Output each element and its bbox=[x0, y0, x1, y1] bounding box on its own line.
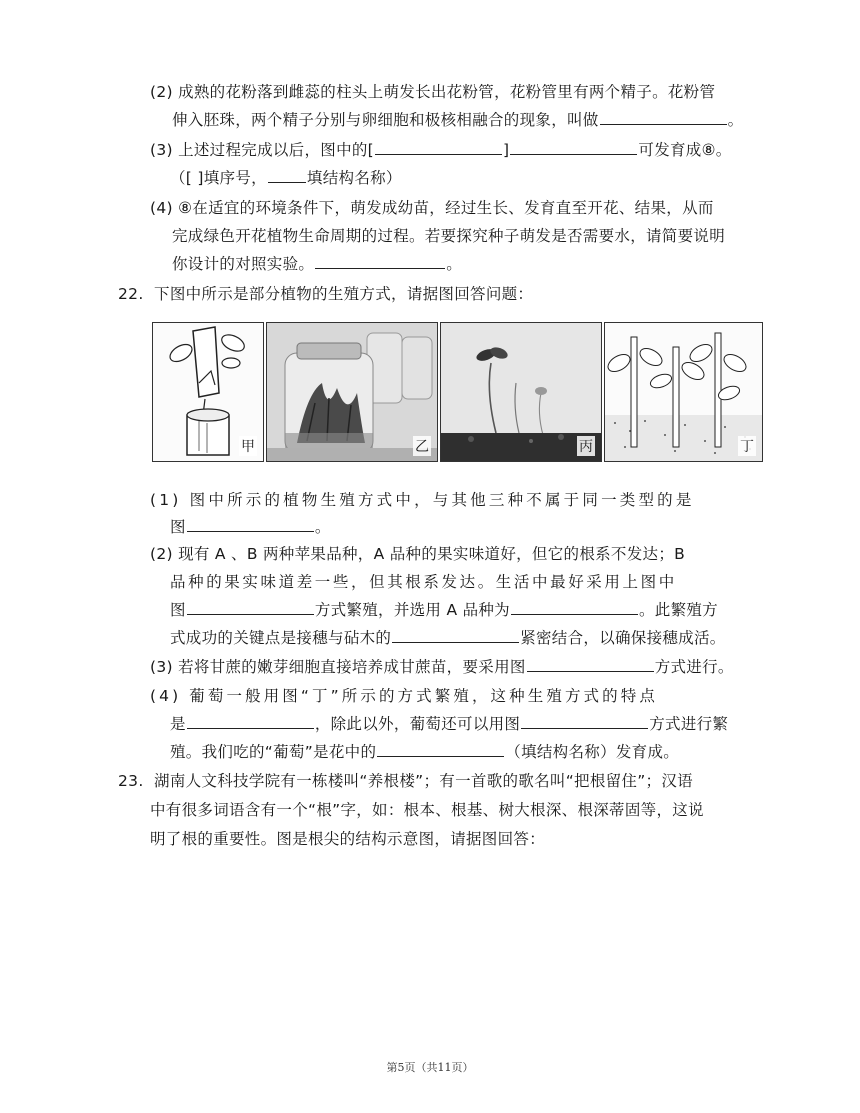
q21-part2-line2 bbox=[172, 109, 743, 131]
q23-line1 bbox=[118, 770, 693, 792]
panel-label-bing: 丙 bbox=[577, 436, 595, 456]
q22-sub2-line1: (2) 现有 A 、B 两种苹果品种，A 品种的果实味道好，但它的根系不发达；B bbox=[150, 545, 686, 563]
q21-part4-line1: (4) ⑧在适宜的环境条件下，萌发成幼苗，经过生长、发育直至开花、结果，从而 bbox=[150, 199, 714, 217]
q23-line3: 明了根的重要性。图是根尖的结构示意图，请据图回答： bbox=[150, 830, 546, 848]
answer-blank[interactable] bbox=[187, 516, 314, 532]
q21-part4-line2: 完成绿色开花植物生命周期的过程。若要探究种子萌发是否需要水，请简要说明 bbox=[172, 227, 726, 245]
q23-line2: 中有很多词语含有一个“根”字，如：根本、根基、树大根深、根深蒂固等，这说 bbox=[150, 801, 704, 819]
q21-part4-line3 bbox=[172, 253, 462, 275]
answer-blank[interactable] bbox=[600, 109, 727, 125]
answer-blank[interactable] bbox=[375, 139, 502, 155]
q21-part3-line2 bbox=[170, 167, 402, 189]
answer-blank[interactable] bbox=[521, 713, 648, 729]
q22-sub2-line4 bbox=[170, 627, 726, 649]
panel-label-yi: 乙 bbox=[413, 436, 431, 456]
q21-part3-line1 bbox=[150, 139, 732, 161]
q22-sub1-line2 bbox=[170, 516, 331, 538]
q22-stem bbox=[118, 283, 533, 305]
question-number: 23. bbox=[118, 772, 144, 790]
question-number: 22. bbox=[118, 285, 144, 303]
punct: 。 bbox=[446, 255, 463, 273]
answer-blank[interactable] bbox=[510, 139, 637, 155]
q21-part4-text: 你设计的对照实验。 bbox=[172, 255, 315, 273]
q22-sub2-text-end: 。此繁殖方 bbox=[638, 601, 718, 619]
panel-cuttings bbox=[604, 322, 763, 462]
page-footer: 第5页（共11页） bbox=[386, 1061, 474, 1074]
q22-sub1-line1: (1) 图中所示的植物生殖方式中，与其他三种不属于同一类型的是 bbox=[150, 491, 695, 509]
q21-part2-line1: (2) 成熟的花粉落到雌蕊的柱头上萌发长出花粉管，花粉管里有两个精子。花粉管 bbox=[150, 83, 716, 101]
q22-sub4-line3 bbox=[170, 741, 679, 763]
q21-part3-hint: （[ ]填序号， bbox=[170, 169, 267, 187]
q22-sub2-line3 bbox=[170, 599, 718, 621]
q22-sub2-text: 式成功的关键点是接穗与砧木的 bbox=[170, 629, 392, 647]
answer-blank[interactable] bbox=[187, 599, 314, 615]
q22-sub4-text-mid: ，除此以外，葡萄还可以用图 bbox=[314, 715, 521, 733]
panel-label-jia: 甲 bbox=[239, 436, 257, 456]
reproduction-figure bbox=[152, 322, 761, 462]
q22-sub4-text: 是 bbox=[170, 715, 186, 733]
panel-seed-germination bbox=[440, 322, 602, 462]
q22-sub2-line2: 品种的果实味道差一些，但其根系发达。生活中最好采用上图中 bbox=[170, 573, 677, 591]
bracket: ] bbox=[503, 141, 510, 159]
q22-sub2-text: 图 bbox=[170, 601, 186, 619]
q22-sub4-line1: (4) 葡萄一般用图“丁”所示的方式繁殖，这种生殖方式的特点 bbox=[150, 687, 658, 705]
answer-blank[interactable] bbox=[187, 713, 314, 729]
q22-sub4-text-end: 方式进行繁 bbox=[649, 715, 729, 733]
q23-text: 湖南人文科技学院有一栋楼叫“养根楼”；有一首歌的歌名叫“把根留住”；汉语 bbox=[154, 772, 693, 790]
answer-blank[interactable] bbox=[377, 741, 504, 757]
q22-sub3-text-end: 方式进行。 bbox=[654, 658, 734, 676]
q22-sub4-line2 bbox=[170, 713, 728, 735]
q22-sub4-text: 殖。我们吃的“葡萄”是花中的 bbox=[170, 743, 377, 761]
punct: 。 bbox=[727, 111, 744, 129]
q21-part3-hint-end: 填结构名称） bbox=[306, 169, 402, 187]
answer-blank[interactable] bbox=[315, 253, 445, 269]
panel-grafting bbox=[152, 322, 264, 462]
q22-sub1-text: 图 bbox=[170, 518, 186, 536]
answer-blank[interactable] bbox=[268, 167, 306, 183]
q22-sub2-text-end: 紧密结合，以确保接穗成活。 bbox=[520, 629, 726, 647]
q22-sub3-line1 bbox=[150, 656, 734, 678]
panel-tissue-culture bbox=[266, 322, 438, 462]
q21-part2-text: 伸入胚珠，两个精子分别与卵细胞和极核相融合的现象，叫做 bbox=[172, 111, 599, 129]
question-stem: 下图中所示是部分植物的生殖方式，请据图回答问题： bbox=[154, 285, 534, 303]
answer-blank[interactable] bbox=[527, 656, 654, 672]
punct: 。 bbox=[314, 518, 331, 536]
q22-sub3-text: (3) 若将甘蔗的嫩芽细胞直接培养成甘蔗苗，要采用图 bbox=[150, 658, 526, 676]
q21-part3-text: (3) 上述过程完成以后，图中的[ bbox=[150, 141, 375, 159]
panel-label-ding: 丁 bbox=[738, 436, 756, 456]
answer-blank[interactable] bbox=[392, 627, 519, 643]
tissue-culture-photo bbox=[267, 323, 437, 461]
q21-part3-text-end: 可发育成⑧。 bbox=[638, 141, 732, 159]
answer-blank[interactable] bbox=[511, 599, 638, 615]
q22-sub4-text-end: （填结构名称）发育成。 bbox=[505, 743, 680, 761]
q22-sub2-text-mid: 方式繁殖，并选用 A 品种为 bbox=[314, 601, 510, 619]
